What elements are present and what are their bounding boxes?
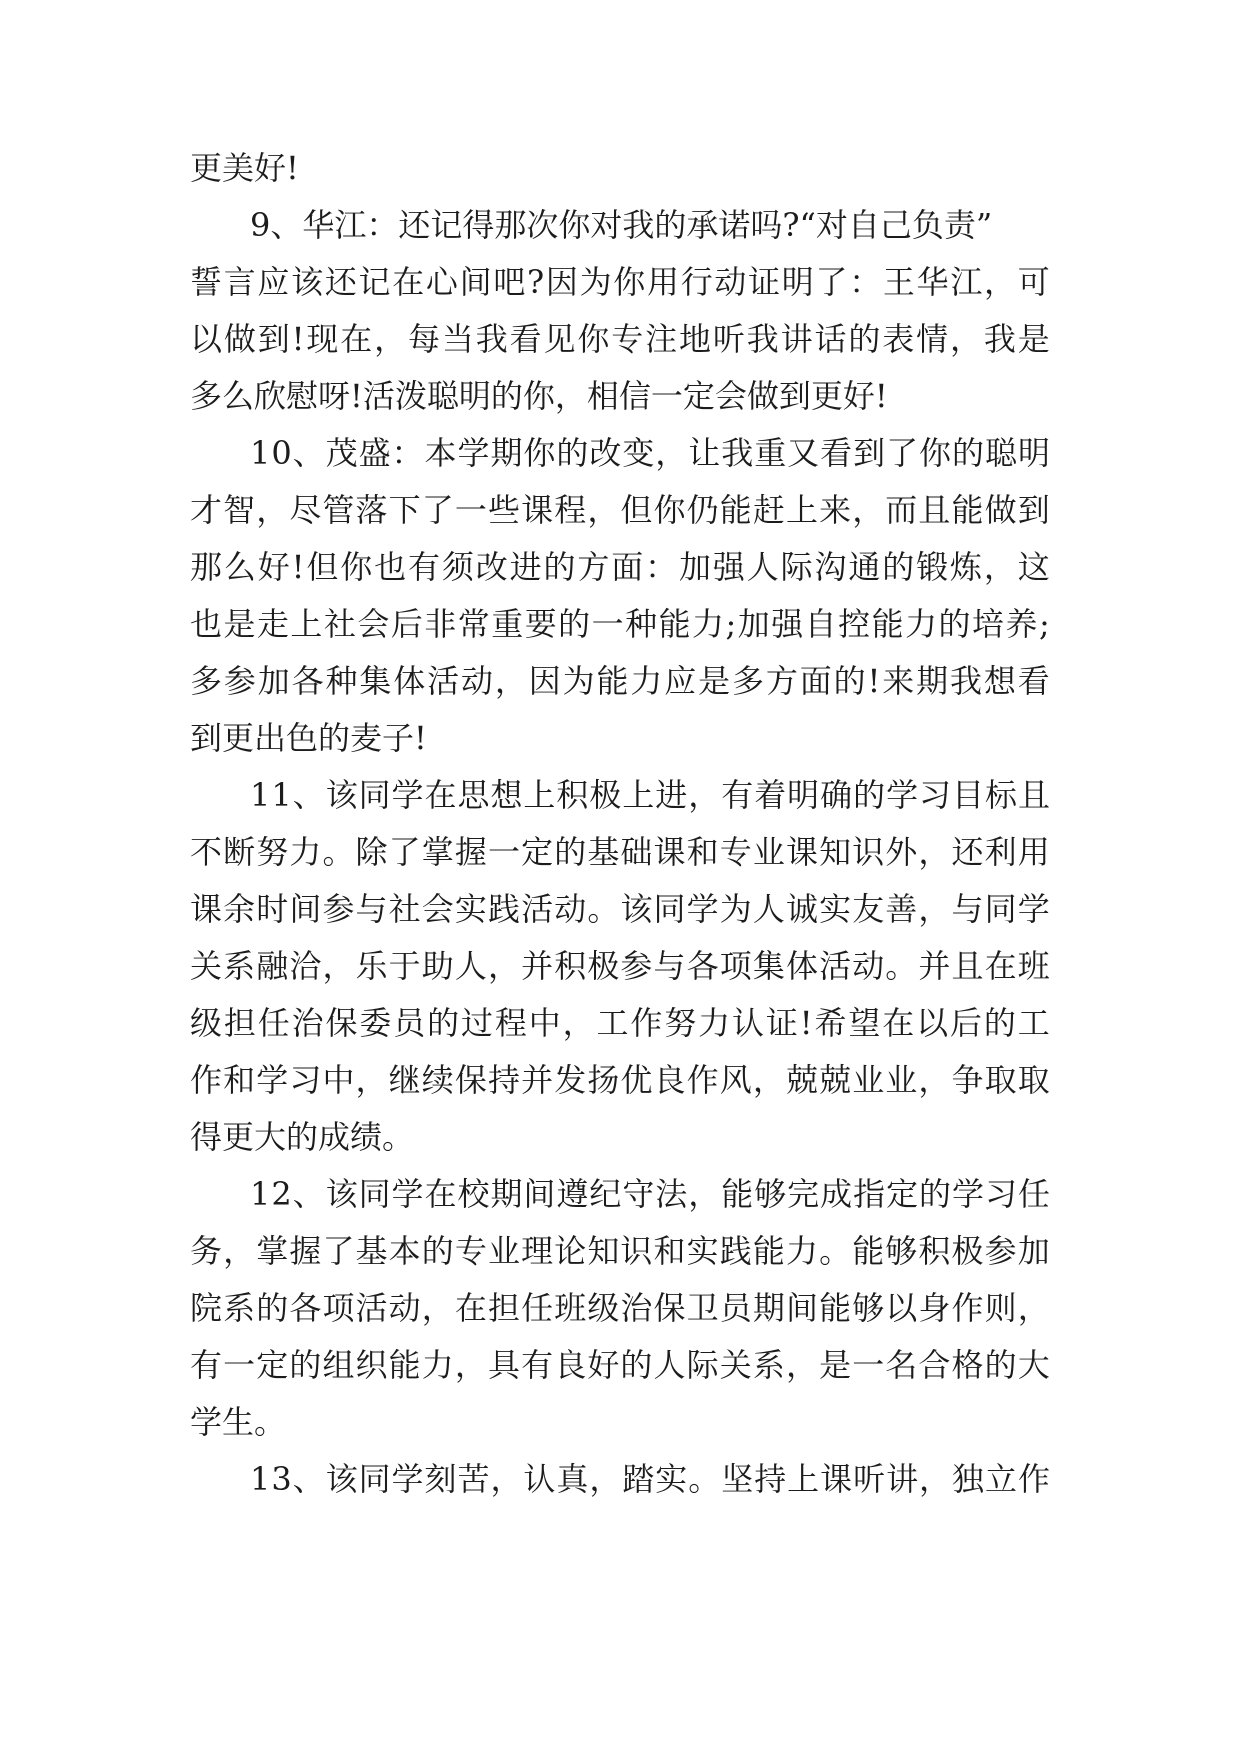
- text-line: 誓 言 应 该 还 记 在 心 间 吧 ? 因 为 你 用 行 动 证 明 了 ： 王 华 江 ， 可: [190, 263, 1050, 301]
- text-line: 课 余 时 间 参 与 社 会 实 践 活 动 。 该 同 学 为 人 诚 实 友 善 ， 与 同 学: [190, 890, 1050, 928]
- text-line: 也 是 走 上 社 会 后 非 常 重 要 的 一 种 能 力 ; 加 强 自 控 能 力 的 培 养 ;: [190, 605, 1050, 643]
- text-line: 1 2 、 该 同 学 在 校 期 间 遵 纪 守 法 ， 能 够 完 成 指 定 的 学 习 任: [250, 1175, 1050, 1213]
- text-line: 9、华江：还记得那次你对我的承诺吗?“对自己负责”: [250, 206, 993, 244]
- text-line: 院 系 的 各 项 活 动 ， 在 担 任 班 级 治 保 卫 员 期 间 能 够 以 身 作 则 ，: [190, 1289, 1050, 1327]
- text-line: 那 么 好 ! 但 你 也 有 须 改 进 的 方 面 ： 加 强 人 际 沟 通 的 锻 炼 ， 这: [190, 548, 1050, 586]
- text-line: 多么欣慰呀!活泼聪明的你，相信一定会做到更好!: [190, 377, 888, 415]
- text-line: 以 做 到 ! 现 在 ， 每 当 我 看 见 你 专 注 地 听 我 讲 话 的 表 情 ， 我 是: [190, 320, 1050, 358]
- text-line: 级 担 任 治 保 委 员 的 过 程 中 ， 工 作 努 力 认 证 ! 希 望 在 以 后 的 工: [190, 1004, 1050, 1042]
- text-line: 作 和 学 习 中 ， 继 续 保 持 并 发 扬 优 良 作 风 ， 兢 兢 业 业 ， 争 取 取: [190, 1061, 1050, 1099]
- text-line: 多 参 加 各 种 集 体 活 动 ， 因 为 能 力 应 是 多 方 面 的 ! 来 期 我 想 看: [190, 662, 1050, 700]
- text-line: 到更出色的麦子!: [190, 719, 427, 757]
- text-line: 才 智 ， 尽 管 落 下 了 一 些 课 程 ， 但 你 仍 能 赶 上 来 ， 而 且 能 做 到: [190, 491, 1050, 529]
- text-line: 学生。: [190, 1403, 287, 1441]
- text-line: 更美好!: [190, 149, 299, 187]
- text-line: 关 系 融 洽 ， 乐 于 助 人 ， 并 积 极 参 与 各 项 集 体 活 动 。 并 且 在 班: [190, 947, 1050, 985]
- text-line: 务 ， 掌 握 了 基 本 的 专 业 理 论 知 识 和 实 践 能 力 。 能 够 积 极 参 加: [190, 1232, 1050, 1270]
- text-line: 1 3 、 该 同 学 刻 苦 ， 认 真 ， 踏 实 。 坚 持 上 课 听 讲 ， 独 立 作: [250, 1460, 1050, 1498]
- text-line: 1 0 、 茂 盛 ： 本 学 期 你 的 改 变 ， 让 我 重 又 看 到 了 你 的 聪 明: [250, 434, 1050, 472]
- text-line: 1 1 、 该 同 学 在 思 想 上 积 极 上 进 ， 有 着 明 确 的 学 习 目 标 且: [250, 776, 1050, 814]
- text-line: 不 断 努 力 。 除 了 掌 握 一 定 的 基 础 课 和 专 业 课 知 识 外 ， 还 利 用: [190, 833, 1050, 871]
- text-line: 有 一 定 的 组 织 能 力 ， 具 有 良 好 的 人 际 关 系 ， 是 一 名 合 格 的 大: [190, 1346, 1050, 1384]
- text-line: 得更大的成绩。: [190, 1118, 415, 1156]
